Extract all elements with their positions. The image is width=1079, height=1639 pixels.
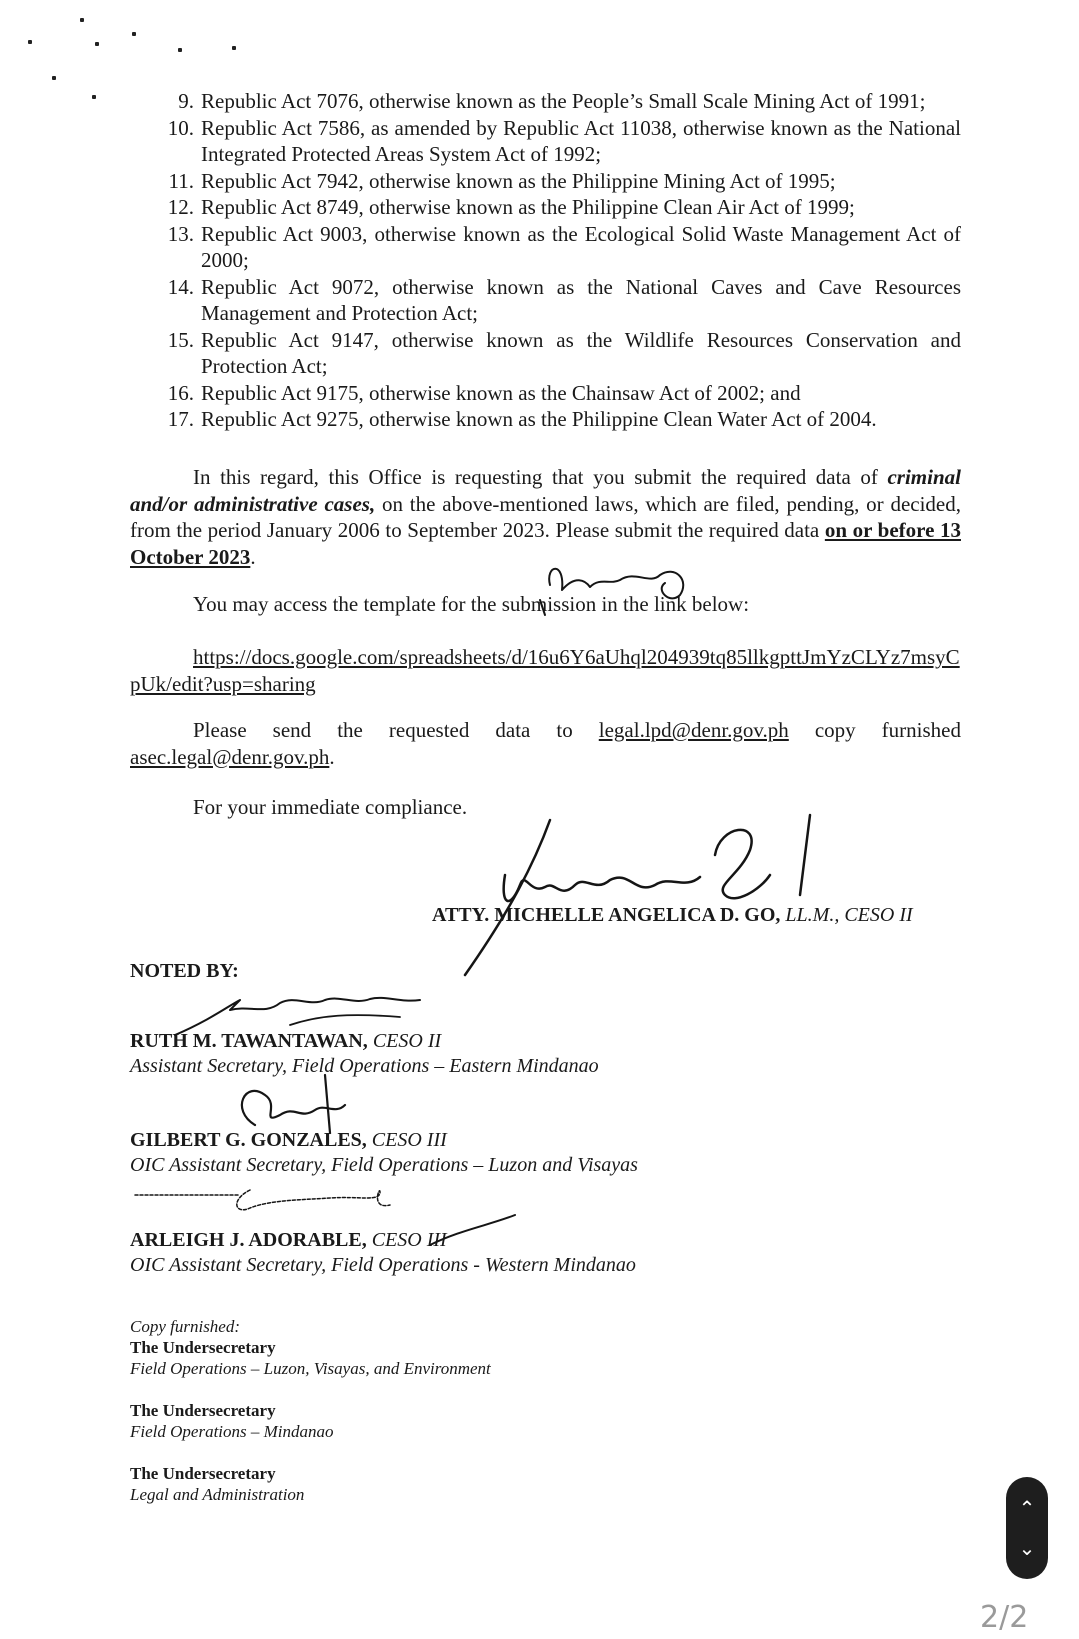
- scan-speck: [92, 95, 96, 99]
- law-text: Republic Act 7586, as amended by Republic Act 11038, otherwise known as the National Integrated Protected Areas System Act of 1992;: [201, 115, 961, 166]
- noter-title: Assistant Secretary, Field Operations – Eastern Mindanao: [130, 1055, 599, 1077]
- noter-name-text: RUTH M. TAWANTAWAN,: [130, 1030, 368, 1052]
- send-paragraph: [130, 717, 961, 770]
- noted-by-label: NOTED BY:: [130, 960, 239, 982]
- noter-title: OIC Assistant Secretary, Field Operations – Luzon and Visayas: [130, 1154, 638, 1176]
- page-indicator: 2/2: [980, 1600, 1029, 1635]
- law-item: [158, 88, 961, 115]
- law-item: [158, 168, 961, 195]
- recipient-office: Field Operations – Mindanao: [130, 1422, 334, 1441]
- law-text: Republic Act 9147, otherwise known as the Wildlife Resources Conservation and Protection Act;: [201, 327, 961, 378]
- noter-suffix: CESO II: [367, 1030, 442, 1052]
- signature-adorable: [130, 1190, 530, 1265]
- scan-speck: [232, 46, 236, 50]
- signature-tawantawan: [170, 995, 430, 1040]
- recipient-office: Field Operations – Luzon, Visayas, and Environment: [130, 1359, 491, 1378]
- send-text: Please send the requested data to: [193, 718, 599, 742]
- chevron-up-icon[interactable]: ⌃: [1018, 1495, 1036, 1520]
- scan-speck: [132, 32, 136, 36]
- law-item: [158, 221, 961, 274]
- law-number: 12.: [167, 195, 194, 219]
- copy-furnished-block: [130, 1400, 334, 1442]
- request-text: .: [250, 544, 256, 569]
- case-type-emphasis: criminal and/or administrative cases,: [130, 465, 961, 516]
- law-item: [158, 406, 961, 433]
- template-intro: You may access the template for the submission in the link below:: [193, 592, 750, 616]
- law-number: 14.: [167, 274, 194, 299]
- email-link-asec-legal[interactable]: asec.legal@denr.gov.ph: [130, 744, 330, 769]
- law-text: Republic Act 8749, otherwise known as the Philippine Clean Air Act of 1999;: [201, 195, 855, 219]
- law-item: [158, 380, 961, 407]
- recipient-name: The Undersecretary: [130, 1464, 276, 1483]
- copy-furnished-block: [130, 1316, 491, 1379]
- law-number: 15.: [167, 327, 194, 352]
- noter-title: OIC Assistant Secretary, Field Operations - Western Mindanao: [130, 1254, 636, 1276]
- law-item: [158, 194, 961, 221]
- scan-speck: [52, 76, 56, 80]
- law-item: [158, 115, 961, 168]
- copy-furnished-label: Copy furnished:: [130, 1317, 241, 1336]
- copy-furnished-block: [130, 1463, 304, 1505]
- noter-name: [130, 1128, 638, 1153]
- law-text: Republic Act 7942, otherwise known as the Philippine Mining Act of 1995;: [201, 168, 836, 193]
- send-text: copy furnished: [788, 718, 961, 742]
- email-link-legal-lpd[interactable]: legal.lpd@denr.gov.ph: [598, 718, 789, 742]
- law-item: [158, 274, 961, 327]
- law-number: 10.: [167, 115, 194, 140]
- law-text: Republic Act 9175, otherwise known as the Chainsaw Act of 2002; and: [201, 380, 801, 405]
- law-list: [158, 88, 961, 433]
- signature-main: [460, 815, 820, 980]
- page-nav-control: [1006, 1477, 1048, 1579]
- scan-speck: [80, 18, 84, 22]
- handwritten-initials: [540, 555, 700, 615]
- law-text: Republic Act 9072, otherwise known as the National Caves and Cave Resources Management and Protection Act;: [201, 274, 961, 325]
- law-text: Republic Act 9003, otherwise known as the Ecological Solid Waste Management Act of 2000;: [201, 221, 961, 272]
- signature-gonzales: [225, 1075, 375, 1135]
- recipient-name: The Undersecretary: [130, 1338, 276, 1357]
- deadline: on or before 13 October 2023: [130, 518, 961, 569]
- scan-speck: [28, 40, 32, 44]
- noter-name-text: ARLEIGH J. ADORABLE,: [130, 1229, 367, 1251]
- law-number: 11.: [168, 168, 194, 193]
- recipient-office: Legal and Administration: [130, 1485, 305, 1504]
- template-link-paragraph: [130, 644, 961, 697]
- template-link[interactable]: https://docs.google.com/spreadsheets/d/16u6Y6aUhql204939tq85llkgpttJmYzCLYz7msyCpUk/edit?usp=sharing: [130, 645, 960, 696]
- noter-suffix: CESO III: [366, 1229, 447, 1251]
- signatory-name-text: ATTY. MICHELLE ANGELICA D. GO,: [432, 904, 781, 926]
- law-number: 9.: [178, 89, 194, 113]
- send-text: .: [329, 744, 335, 769]
- law-number: 13.: [167, 221, 194, 246]
- request-text: on the above-mentioned laws, which are filed, pending, or decided, from the period January 2006 to September 2023. Please submit the required data: [130, 491, 961, 542]
- law-item: [158, 327, 961, 380]
- recipient-name: The Undersecretary: [130, 1401, 276, 1420]
- law-number: 16.: [167, 380, 194, 405]
- signatory-suffix: LL.M., CESO II: [780, 904, 913, 926]
- scan-speck: [95, 42, 99, 46]
- noter-block: [130, 1128, 638, 1178]
- law-text: Republic Act 9275, otherwise known as the Philippine Clean Water Act of 2004.: [201, 407, 877, 431]
- noter-name-text: GILBERT G. GONZALES,: [130, 1129, 367, 1151]
- law-number: 17.: [167, 407, 194, 431]
- scan-speck: [178, 48, 182, 52]
- compliance-line: For your immediate compliance.: [193, 795, 468, 819]
- request-text: In this regard, this Office is requesting that you submit the required data of: [193, 465, 888, 489]
- chevron-down-icon[interactable]: ⌄: [1018, 1536, 1036, 1561]
- law-text: Republic Act 7076, otherwise known as the People’s Small Scale Mining Act of 1991;: [201, 89, 926, 113]
- noter-suffix: CESO III: [366, 1129, 447, 1151]
